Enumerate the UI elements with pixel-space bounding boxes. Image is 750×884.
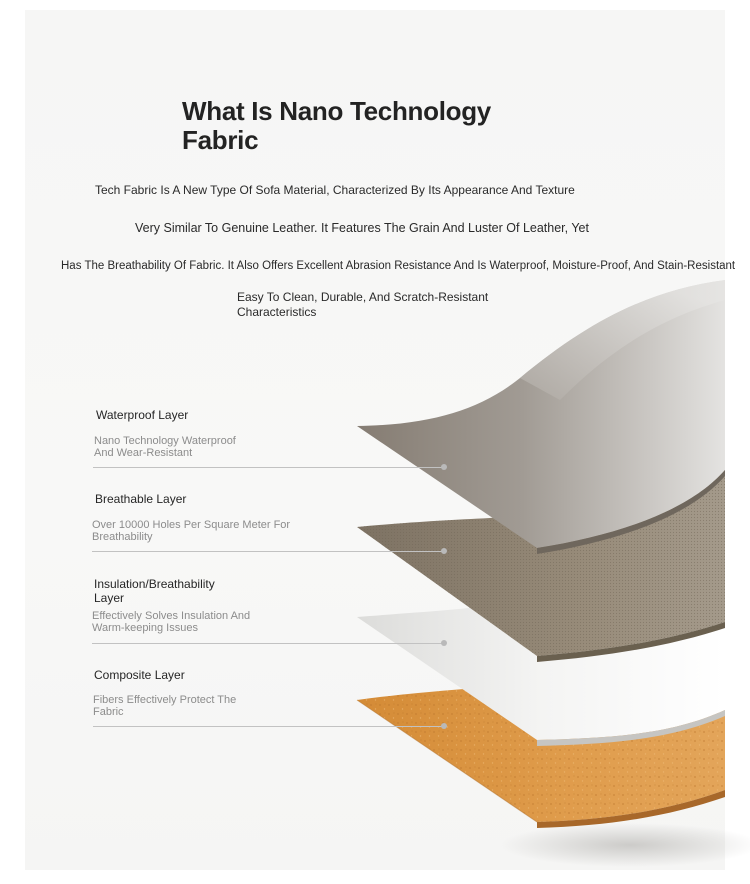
- intro-line-1: Tech Fabric Is A New Type Of Sofa Material, Characterized By Its Appearance And Texture: [95, 183, 575, 197]
- breathable-layer-title: Breathable Layer: [95, 492, 187, 506]
- composite-layer-title: Composite Layer: [94, 668, 185, 682]
- breathable-leader-dot: [441, 548, 447, 554]
- intro-line-2: Very Similar To Genuine Leather. It Features The Grain And Luster Of Leather, Yet: [135, 221, 589, 235]
- composite-layer-desc-line-1: Fibers Effectively Protect The: [93, 694, 237, 706]
- waterproof-layer-desc: [94, 435, 236, 459]
- insulation-leader-line: [92, 643, 444, 644]
- composite-layer-desc-line-2: Fabric: [93, 706, 124, 718]
- insulation-layer-title-line-1: Insulation/Breathability: [94, 577, 215, 591]
- insulation-layer-title-line-2: Layer: [94, 591, 125, 605]
- waterproof-layer-title: Waterproof Layer: [96, 408, 189, 422]
- insulation-layer-desc-line-2: Warm-keeping Issues: [92, 622, 198, 634]
- breathable-layer-desc-line-2: Breathability: [92, 531, 153, 543]
- page-title-line-2: Fabric: [182, 125, 259, 155]
- waterproof-layer-desc-line-1: Nano Technology Waterproof: [94, 435, 236, 447]
- breathable-layer-desc: [92, 519, 290, 543]
- intro-line-3: Has The Breathability Of Fabric. It Also Offers Excellent Abrasion Resistance And Is Waterproof, Moisture-Proof, And Stain-Resistant: [61, 260, 736, 272]
- insulation-layer-desc: [92, 610, 250, 634]
- insulation-layer-desc-line-1: Effectively Solves Insulation And: [92, 610, 251, 622]
- intro-line-4: [237, 290, 537, 320]
- breathable-layer-desc-line-1: Over 10000 Holes Per Square Meter For: [92, 519, 291, 531]
- breathable-leader-line: [92, 551, 444, 552]
- insulation-leader-dot: [441, 640, 447, 646]
- waterproof-layer-desc-line-2: And Wear-Resistant: [94, 447, 193, 459]
- waterproof-leader-line: [93, 467, 444, 468]
- composite-layer-desc: [93, 694, 236, 718]
- waterproof-leader-dot: [441, 464, 447, 470]
- composite-leader-line: [93, 726, 444, 727]
- intro-line-4b: Characteristics: [237, 305, 317, 319]
- composite-leader-dot: [441, 723, 447, 729]
- page-title: [182, 97, 491, 155]
- page-title-line-1: What Is Nano Technology: [182, 96, 491, 126]
- insulation-layer-title: [94, 577, 215, 605]
- intro-line-4a: Easy To Clean, Durable, And Scratch-Resistant: [237, 290, 489, 304]
